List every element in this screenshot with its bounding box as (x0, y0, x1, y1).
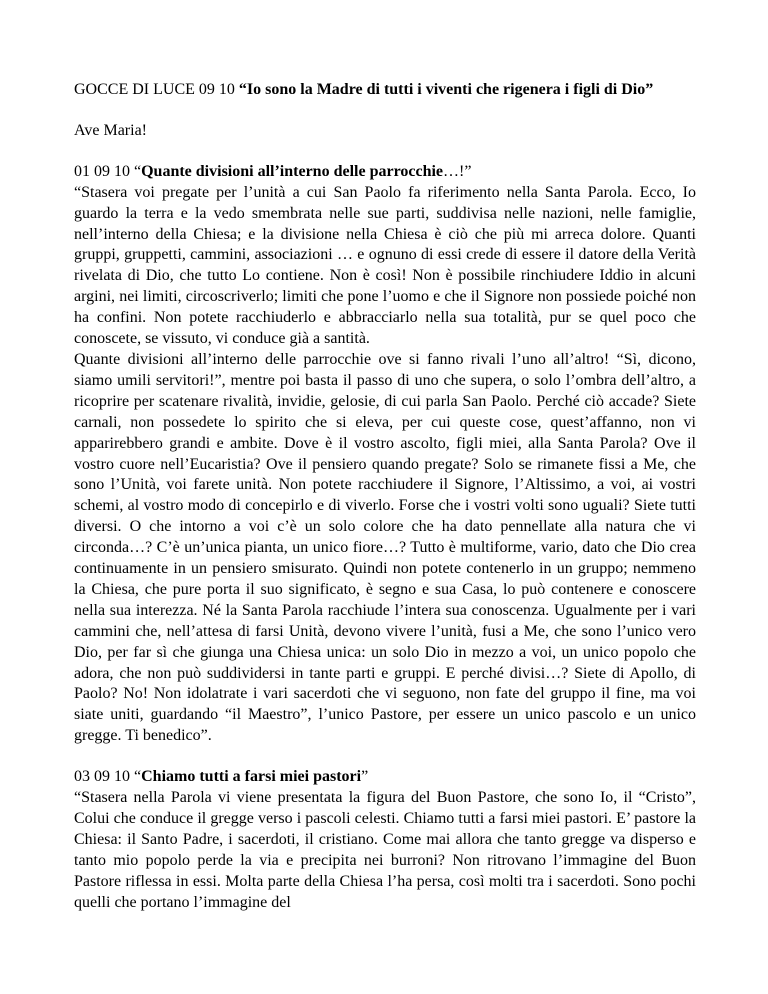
title-quote: “Io sono la Madre di tutti i viventi che rigenera i figli di Dio” (238, 81, 654, 98)
document-title (74, 80, 696, 101)
entry-heading (74, 162, 696, 183)
entry-title-tail: ” (361, 768, 369, 786)
entry-date: 01 09 10 “ (74, 162, 142, 180)
entry-paragraph: “Stasera voi pregate per l’unità a cui San Paolo fa riferimento nella Santa Parola. Ecco, Io guardo la terra e la vedo smembrata nelle sue parti, suddivisa nelle nazioni, nelle famiglie, nell’interno della Chiesa; e la divisione nella Chiesa è ciò che più mi arreca dolore. Quanti gruppi, gruppetti, cammini, associazioni … e ognuno di essi crede di essere il datore della Verità rivelata di Dio, che tutto Lo contiene. Non è così! Non è possibile rinchiudere Iddio in alcuni argini, nei limiti, circoscriverlo; limiti che pone l’uomo e che il Signore non possiede poiché non ha confini. Non potete racchiuderlo e abbracciarlo nella sua totalità, pur se quel poco che conoscete, se vissuto, vi conduce già a santità. (74, 183, 696, 348)
entry-title: Chiamo tutti a farsi miei pastori (141, 768, 362, 786)
entry-title: Quante divisioni all’interno delle parrocchie (141, 162, 444, 180)
entry-paragraph: “Stasera nella Parola vi viene presentata la figura del Buon Pastore, che sono Io, il “Cristo”, Colui che conduce il gregge verso i pascoli celesti. Chiamo tutti a farsi miei pastori. E’ pastore la Chiesa: il Santo Padre, i sacerdoti, il cristiano. Come mai allora che tanto gregge va disperso e tanto mio popolo perde la via e precipita nei burroni? Non ritrovano l’immagine del Buon Pastore riflessa in essi. Molta parte della Chiesa l’ha persa, così molti tra i sacerdoti. Sono pochi quelli che portano l’immagine del (74, 789, 696, 911)
entry-paragraph: Quante divisioni all’interno delle parrocchie ove si fanno rivali l’uno all’altro! “Sì, dicono, siamo umili servitori!”, mentre poi basta il passo di uno che supera, o solo l’ombra dell’altro, a ricoprire per scatenare rivalità, invidie, gelosie, di cui parla San Paolo. Perché ciò accade? Siete carnali, non possedete lo spirito che si eleva, per cui queste cose, quest’affanno, non vi apparirebbero grandi e ambite. Dove è il vostro ascolto, figli miei, alla Santa Parola? Ove il vostro cuore nell’Eucaristia? Ove il pensiero quando pregate? Solo se rimanete fissi a Me, che sono l’Unità, voi farete unità. Non potete racchiudere il Signore, l’Altissimo, a voi, ai vostri schemi, al vostro modo di concepirlo e di viverlo. Forse che i vostri volti sono uguali? Siete tutti diversi. O che intorno a voi c’è un solo colore che ha dato pennellate alla natura che vi circonda…? C’è un’unica pianta, un unico fiore…? Tutto è multiforme, vario, dato che Dio crea continuamente in un pensiero smisurato. Quindi non potete contenerlo in un gruppo; nemmeno la Chiesa, che pure porta il suo significato, è segno e sua Casa, lo può contenere e conoscere nella sua interezza. Né la Santa Parola racchiude l’intera sua conoscenza. Ugualmente per i vari cammini che, nell’attesa di farsi Unità, devono vivere l’unità, fusi a Me, che sono l’unico vero Dio, per far sì che giunga una Chiesa unica: un solo Dio in mezzo a voi, un unico popolo che adora, che non può suddividersi in tante parti e gruppi. E perché divisi…? Siete di Apollo, di Paolo? No! Non idolatrate i vari sacerdoti che vi seguono, non fate del gruppo il fine, ma voi siate uniti, guardando “il Maestro”, l’unico Pastore, per essere un unico pascolo e un unico gregge. Ti benedico”. (74, 350, 696, 745)
entry-heading (74, 767, 696, 788)
entry-date: 03 09 10 “ (74, 768, 142, 786)
title-prefix: GOCCE DI LUCE 09 10 (74, 81, 239, 98)
greeting: Ave Maria! (74, 121, 147, 139)
entry-title-tail: …!” (443, 162, 472, 180)
